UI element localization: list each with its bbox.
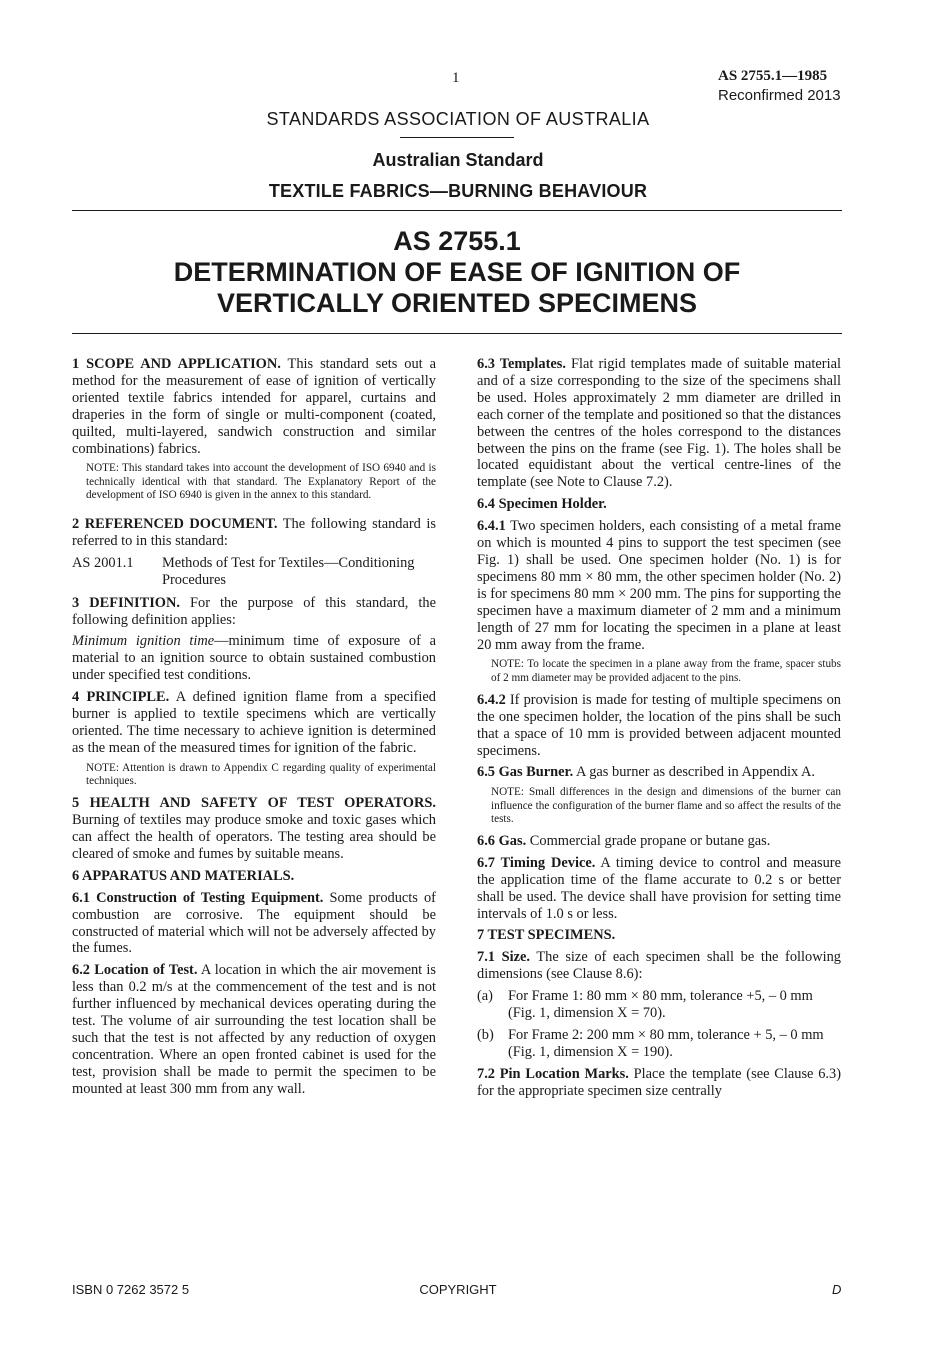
section-3 — [72, 595, 436, 629]
title-line-3: VERTICALLY ORIENTED SPECIMENS — [216, 288, 698, 318]
section-1-heading: 1 SCOPE AND APPLICATION. — [72, 356, 281, 372]
section-1-text: This standard sets out a method for the measurement of ease of ignition of vertically oriented textile fabrics intended for apparel, curtains and draperies in the form of single or multi-component (coated, quilted, multi-layered, sandwich construction and similar combinations) fabrics. — [72, 356, 437, 457]
reconfirmed-date: Reconfirmed 2013 — [718, 87, 841, 104]
size-item-b-text — [508, 1027, 841, 1061]
section-5-text: Burning of textiles may produce smoke and toxic gases which can affect the health of operators. The testing area should be cleared of smoke and fumes by suitable means. — [72, 812, 436, 862]
section-6-4-2-text: If provision is made for testing of multiple specimens on the one specimen holder, the location of the pins shall be such that a space of 10 mm is provided between adjacent mounted specimens. — [477, 691, 841, 759]
footer-isbn: ISBN 0 7262 3572 5 — [72, 1282, 190, 1297]
size-item-b-line-1: For Frame 2: 200 mm × 80 mm, tolerance + 5, – 0 mm — [508, 1027, 824, 1044]
section-4-text: A defined ignition flame from a specified burner is applied to textile specimens which are vertically oriented. The time necessary to achieve ignition is determined as the mean of the measured times for ignition of the fabric. — [72, 689, 437, 756]
section-6-1-text: Some products of combustion are corrosive. The equipment should be constructed of material which will not be adversely affected by the fumes. — [72, 889, 436, 957]
size-item-a-text — [508, 988, 841, 1022]
section-6-4-1 — [477, 518, 841, 653]
section-4-heading: 4 PRINCIPLE. — [72, 689, 170, 706]
series-title: TEXTILE FABRICS—BURNING BEHAVIOUR — [268, 181, 648, 201]
section-6-5 — [477, 764, 841, 781]
section-7-2-text: Place the template (see Clause 6.3) for the appropriate specimen size centrally — [477, 1065, 841, 1099]
size-item-b — [477, 1027, 841, 1061]
header-short-rule — [400, 137, 514, 138]
section-4 — [72, 689, 436, 757]
footer-copyright: COPYRIGHT — [419, 1282, 497, 1297]
section-6-7-text: A timing device to control and measure the application time of the flame accurate to 0.2 s or better shall be used. The device shall have provision for setting time intervals of 1.0 s or less. — [477, 854, 841, 922]
referenced-document-row — [72, 555, 436, 589]
right-column — [477, 356, 841, 1105]
section-6-1-heading: 6.1 Construction of Testing Equipment. — [72, 889, 324, 906]
footer-page-letter: D — [832, 1282, 842, 1297]
section-6-4-2 — [477, 692, 841, 760]
section-6-4-1-heading: 6.4.1 — [477, 518, 506, 535]
title-top-rule — [72, 210, 842, 211]
section-7-1-text: The size of each specimen shall be the following dimensions (see Clause 8.6): — [477, 949, 841, 983]
section-6-3-text: Flat rigid templates made of suitable material and of a size corresponding to the size of the specimens shall be used. Holes approximately 2 mm diameter are drilled in each corner of the template and positioned so that the distances between the centres of the holes correspond to the distances between the pins on the frame (see Fig. 1). The holes shall be located equidistant about the vertical centre-lines of the template (see Note to Clause 7.2). — [477, 356, 841, 491]
section-6-5-note: NOTE: Small differences in the design and dimensions of the burner can influence the configuration of the burner flame and so affect the results of the tests. — [491, 786, 841, 825]
size-item-b-line-2: (Fig. 1, dimension X = 190). — [508, 1043, 673, 1060]
section-6-4-1-note: NOTE: To locate the specimen in a plane away from the frame, spacer stubs of 2 mm diameter may be provided adjacent to the pins. — [491, 658, 841, 684]
section-7-1 — [477, 949, 841, 983]
section-6-5-heading: 6.5 Gas Burner. — [477, 764, 574, 781]
page-number: 1 — [452, 70, 460, 86]
title-bottom-rule — [72, 333, 842, 334]
size-item-a-line-2: (Fig. 1, dimension X = 70). — [508, 1005, 666, 1022]
section-5-heading: 5 HEALTH AND SAFETY OF TEST OPERATORS. — [72, 795, 436, 812]
referenced-document-code: AS 2001.1 — [72, 554, 134, 571]
section-6-6-text: Commercial grade propane or butane gas. — [529, 832, 771, 849]
section-7-1-heading: 7.1 Size. — [477, 949, 530, 966]
section-6-2-heading: 6.2 Location of Test. — [72, 962, 198, 979]
title-line-2: DETERMINATION OF EASE OF IGNITION OF — [173, 257, 741, 287]
section-6-heading: 6 APPARATUS AND MATERIALS. — [72, 867, 295, 884]
section-6-1 — [72, 890, 436, 958]
standard-type: Australian Standard — [372, 150, 544, 170]
referenced-document-title: Methods of Test for Textiles—Conditioning Procedures — [162, 554, 415, 588]
section-6-6-heading: 6.6 Gas. — [477, 832, 527, 849]
size-item-a — [477, 988, 841, 1022]
section-6-4-heading: 6.4 Specimen Holder. — [477, 496, 607, 513]
section-2 — [72, 516, 436, 550]
section-6-7-heading: 6.7 Timing Device. — [477, 854, 596, 871]
size-item-a-label: (a) — [477, 988, 493, 1005]
section-5 — [72, 795, 436, 863]
document-reference: AS 2755.1—1985 — [718, 68, 828, 84]
section-6-4-1-text: Two specimen holders, each consisting of a metal frame on which is mounted 4 pins to support the test specimen (see Fig. 1) shall be used. One specimen holder (No. 1) is for specimens 80 mm × 80 mm, the other specimen holder (No. 2) is for specimens 80 mm × 200 mm. The pins for supporting the specimen have a maximum diameter of 2 mm and a minimum length of 27 mm for locating the specimen in a plane at least 20 mm away from the frame. — [477, 518, 842, 653]
section-3-heading: 3 DEFINITION. — [72, 594, 180, 611]
definition — [72, 633, 436, 684]
section-6-4-2-heading: 6.4.2 — [477, 691, 506, 708]
section-6-7 — [477, 855, 841, 923]
main-title — [72, 226, 842, 319]
section-6-3 — [477, 356, 841, 491]
association-name: STANDARDS ASSOCIATION OF AUSTRALIA — [266, 109, 650, 129]
section-3-text: For the purpose of this standard, the following definition applies: — [72, 594, 436, 628]
section-6-2-text: A location in which the air movement is less than 0.2 m/s at the commencement of the test and is not further influenced by mechanical devices operating during the test. The volume of air surrounding the test location shall be such that the test is not affected by any reduction of oxygen concentration. Where an open fronted cabinet is used for the test, provision shall be made to permit the specimen to be mounted at least 300 mm from any wall. — [72, 962, 436, 1097]
section-6-5-text: A gas burner as described in Appendix A. — [576, 764, 816, 781]
section-7-heading: 7 TEST SPECIMENS. — [477, 927, 616, 944]
section-6-2 — [72, 962, 436, 1097]
section-1 — [72, 356, 436, 457]
size-item-a-line-1: For Frame 1: 80 mm × 80 mm, tolerance +5, – 0 mm — [508, 988, 813, 1005]
section-6-6 — [477, 833, 841, 850]
section-2-heading: 2 REFERENCED DOCUMENT. — [72, 516, 278, 533]
section-7-2 — [477, 1066, 841, 1100]
section-2-text: The following standard is referred to in this standard: — [72, 516, 436, 549]
section-6-3-heading: 6.3 Templates. — [477, 356, 566, 372]
section-7-2-heading: 7.2 Pin Location Marks. — [477, 1065, 629, 1082]
definition-term: Minimum ignition time — [72, 633, 215, 650]
left-column — [72, 356, 436, 1103]
title-line-1: AS 2755.1 — [393, 226, 521, 256]
size-item-b-label: (b) — [477, 1027, 494, 1044]
section-4-note: NOTE: Attention is drawn to Appendix C regarding quality of experimental techniques. — [86, 761, 436, 788]
definition-text: —minimum time of exposure of a material to an ignition source to obtain sustained combustion under specified test conditions. — [72, 633, 437, 684]
section-1-note: NOTE: This standard takes into account the development of ISO 6940 and is technically identical with that standard. The Explanatory Report of the development of ISO 6940 is given in the annex to this standard. — [86, 462, 436, 501]
